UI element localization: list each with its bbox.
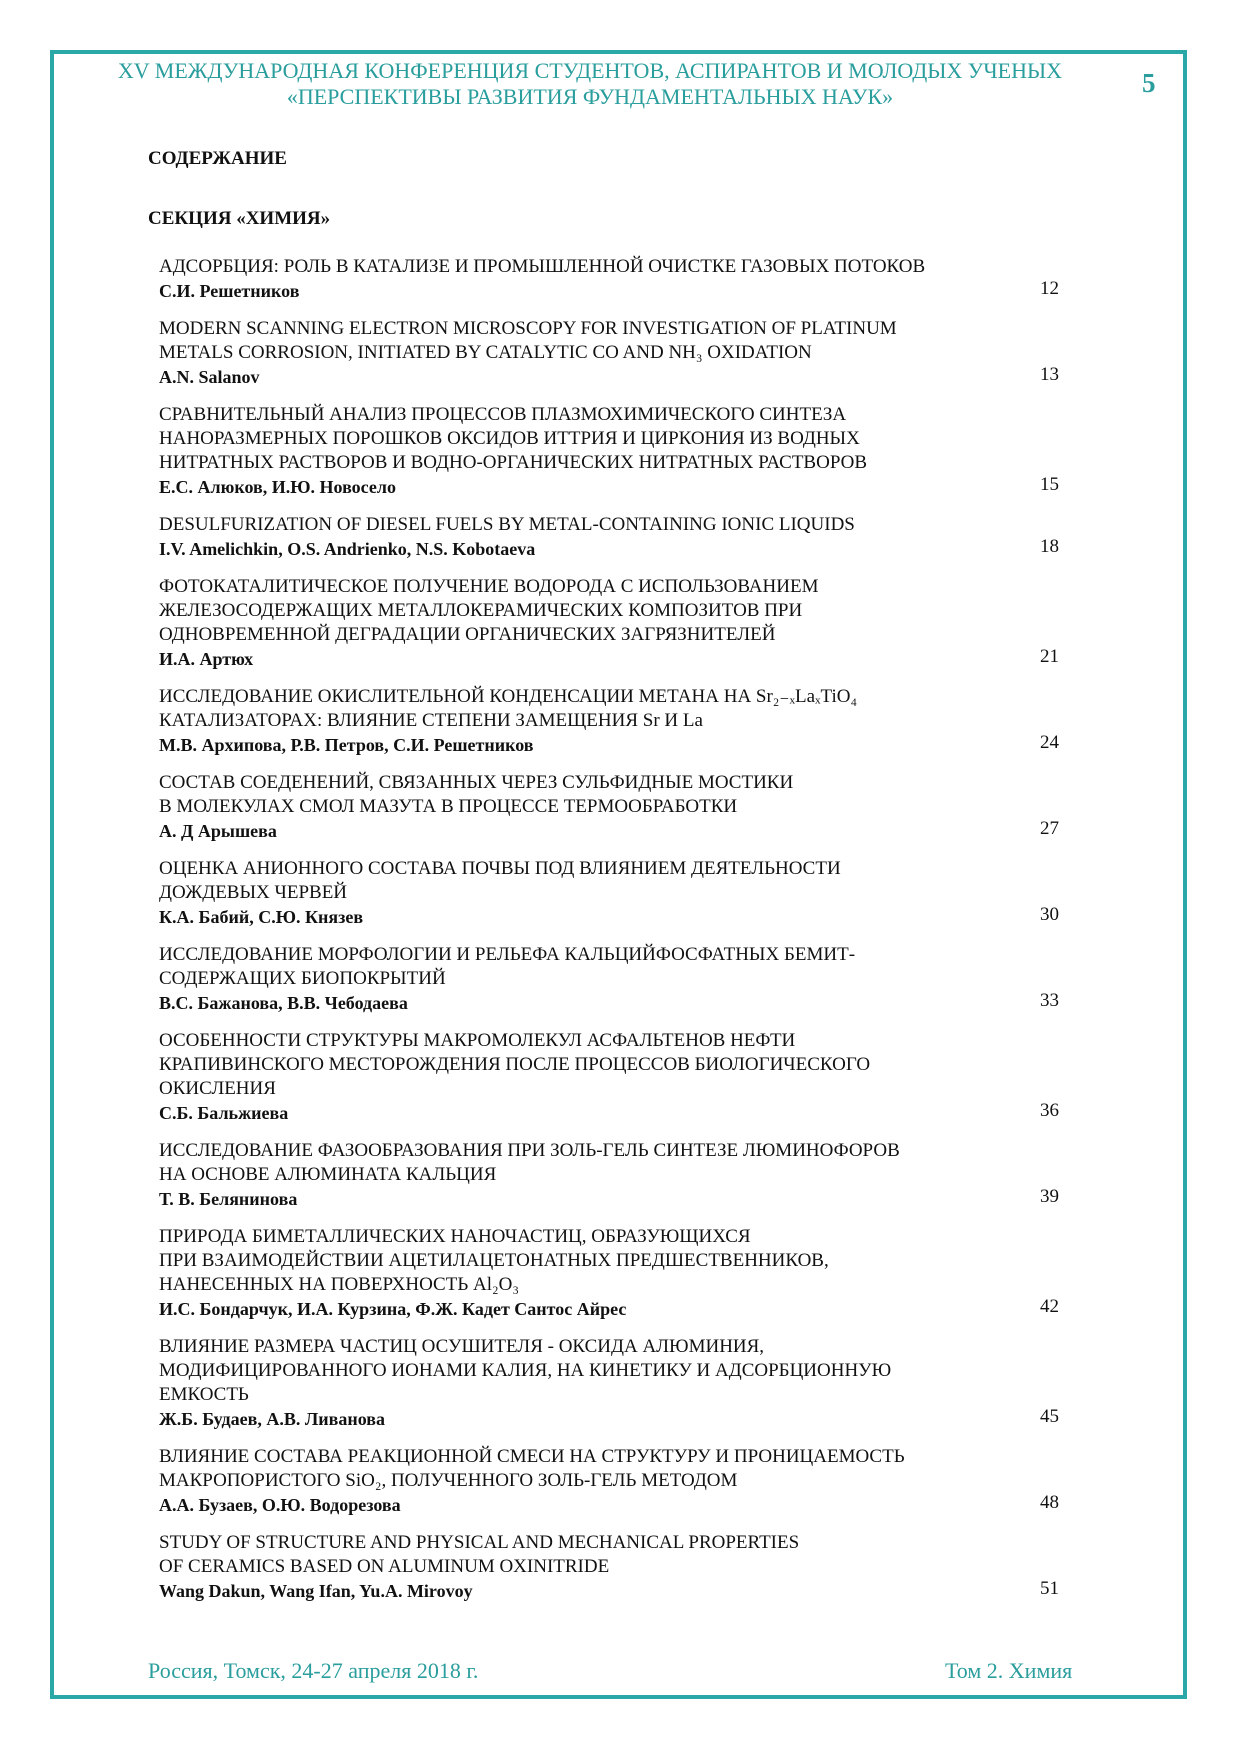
- entry-page-number: 18: [1040, 536, 1059, 557]
- entry-authors: М.В. Архипова, Р.В. Петров, С.И. Решетников: [159, 735, 534, 755]
- entry-authors: А.А. Бузаев, О.Ю. Водорезова: [159, 1495, 401, 1515]
- toc-entry[interactable]: [159, 857, 1069, 929]
- entry-title: СОСТАВ СОЕДЕНЕНИЙ, СВЯЗАННЫХ ЧЕРЕЗ СУЛЬФИДНЫЕ МОСТИКИ В МОЛЕКУЛАХ СМОЛ МАЗУТА В ПРОЦЕССЕ ТЕРМООБРАБОТКИ: [159, 772, 794, 817]
- toc-entry[interactable]: [159, 1225, 1069, 1321]
- entry-authors: И.С. Бондарчук, И.А. Курзина, Ф.Ж. Кадет Сантос Айрес: [159, 1299, 627, 1319]
- entry-title: СРАВНИТЕЛЬНЫЙ АНАЛИЗ ПРОЦЕССОВ ПЛАЗМОХИМИЧЕСКОГО СИНТЕЗА НАНОРАЗМЕРНЫХ ПОРОШКОВ ОКСИДОВ ИТТРИЯ И ЦИРКОНИЯ ИЗ ВОДНЫХ НИТРАТНЫХ РАСТВОРОВ И ВОДНО-ОРГАНИЧЕСКИХ НИТРАТНЫХ РАСТВОРОВ: [159, 404, 868, 473]
- entry-authors: Т. В. Белянинова: [159, 1189, 298, 1209]
- entry-page-number: 21: [1040, 646, 1059, 667]
- toc-entry[interactable]: [159, 1445, 1069, 1517]
- table-of-contents: [159, 255, 1069, 1617]
- entry-authors: И.А. Артюх: [159, 649, 254, 669]
- entry-authors: В.С. Бажанова, В.В. Чебодаева: [159, 993, 408, 1013]
- toc-entry[interactable]: [159, 513, 1069, 561]
- toc-entry[interactable]: [159, 1531, 1069, 1603]
- entry-page-number: 33: [1040, 990, 1059, 1011]
- entry-page-number: 51: [1040, 1578, 1059, 1599]
- entry-page-number: 15: [1040, 474, 1059, 495]
- toc-entry[interactable]: [159, 1139, 1069, 1211]
- footer-volume: Том 2. Химия: [945, 1658, 1073, 1683]
- entry-title: ПРИРОДА БИМЕТАЛЛИЧЕСКИХ НАНОЧАСТИЦ, ОБРАЗУЮЩИХСЯ ПРИ ВЗАИМОДЕЙСТВИИ АЦЕТИЛАЦЕТОНАТНЫХ ПРЕДШЕСТВЕННИКОВ, НАНЕСЕННЫХ НА ПОВЕРХНОСТЬ Al₂O₃: [159, 1226, 829, 1295]
- entry-page-number: 27: [1040, 818, 1059, 839]
- entry-authors: С.Б. Бальжиева: [159, 1103, 289, 1123]
- toc-entry[interactable]: [159, 575, 1069, 671]
- entry-title: ОЦЕНКА АНИОННОГО СОСТАВА ПОЧВЫ ПОД ВЛИЯНИЕМ ДЕЯТЕЛЬНОСТИ ДОЖДЕВЫХ ЧЕРВЕЙ: [159, 858, 841, 903]
- toc-entry[interactable]: [159, 403, 1069, 499]
- conference-header: [80, 58, 1100, 110]
- entry-title: DESULFURIZATION OF DIESEL FUELS BY METAL-CONTAINING IONIC LIQUIDS: [159, 514, 855, 535]
- header-line-1: XV МЕЖДУНАРОДНАЯ КОНФЕРЕНЦИЯ СТУДЕНТОВ, АСПИРАНТОВ И МОЛОДЫХ УЧЕНЫХ: [117, 58, 1063, 83]
- entry-title: STUDY OF STRUCTURE AND PHYSICAL AND MECHANICAL PROPERTIES OF CERAMICS BASED ON ALUMINUM OXINITRIDE: [159, 1532, 800, 1577]
- toc-entry[interactable]: [159, 1029, 1069, 1125]
- toc-entry[interactable]: [159, 1335, 1069, 1431]
- entry-page-number: 24: [1040, 732, 1059, 753]
- entry-authors: Е.С. Алюков, И.Ю. Новосело: [159, 477, 396, 497]
- entry-authors: Ж.Б. Будаев, А.В. Ливанова: [159, 1409, 385, 1429]
- entry-page-number: 36: [1040, 1100, 1059, 1121]
- entry-authors: I.V. Amelichkin, O.S. Andrienko, N.S. Kobotaeva: [159, 539, 536, 559]
- entry-authors: A.N. Salanov: [159, 367, 260, 387]
- entry-title: MODERN SCANNING ELECTRON MICROSCOPY FOR INVESTIGATION OF PLATINUM METALS CORROSION, INITIATED BY CATALYTIC CO AND NH₃ OXIDATION: [159, 318, 897, 363]
- entry-title: АДСОРБЦИЯ: РОЛЬ В КАТАЛИЗЕ И ПРОМЫШЛЕННОЙ ОЧИСТКЕ ГАЗОВЫХ ПОТОКОВ: [159, 256, 926, 277]
- entry-title: ВЛИЯНИЕ СОСТАВА РЕАКЦИОННОЙ СМЕСИ НА СТРУКТУРУ И ПРОНИЦАЕМОСТЬ МАКРОПОРИСТОГО SiO₂, ПОЛУЧЕННОГО ЗОЛЬ-ГЕЛЬ МЕТОДОМ: [159, 1446, 905, 1491]
- toc-entry[interactable]: [159, 317, 1069, 389]
- entry-title: ИССЛЕДОВАНИЕ ФАЗООБРАЗОВАНИЯ ПРИ ЗОЛЬ-ГЕЛЬ СИНТЕЗЕ ЛЮМИНОФОРОВ НА ОСНОВЕ АЛЮМИНАТА КАЛЬЦИЯ: [159, 1140, 900, 1185]
- entry-page-number: 13: [1040, 364, 1059, 385]
- entry-authors: Wang Dakun, Wang Ifan, Yu.A. Mirovoy: [159, 1581, 473, 1601]
- entry-page-number: 48: [1040, 1492, 1059, 1513]
- toc-entry[interactable]: [159, 771, 1069, 843]
- entry-title: ИССЛЕДОВАНИЕ МОРФОЛОГИИ И РЕЛЬЕФА КАЛЬЦИЙФОСФАТНЫХ БЕМИТ- СОДЕРЖАЩИХ БИОПОКРЫТИЙ: [159, 944, 856, 989]
- toc-entry[interactable]: [159, 685, 1069, 757]
- entry-page-number: 39: [1040, 1186, 1059, 1207]
- entry-title: ВЛИЯНИЕ РАЗМЕРА ЧАСТИЦ ОСУШИТЕЛЯ - ОКСИДА АЛЮМИНИЯ, МОДИФИЦИРОВАННОГО ИОНАМИ КАЛИЯ, НА КИНЕТИКУ И АДСОРБЦИОННУЮ ЕМКОСТЬ: [159, 1336, 892, 1405]
- entry-authors: К.А. Бабий, С.Ю. Князев: [159, 907, 364, 927]
- entry-page-number: 42: [1040, 1296, 1059, 1317]
- entry-page-number: 12: [1040, 278, 1059, 299]
- toc-entry[interactable]: [159, 255, 1069, 303]
- footer-location-date: Россия, Томск, 24-27 апреля 2018 г.: [148, 1658, 479, 1683]
- toc-entry[interactable]: [159, 943, 1069, 1015]
- page-number: 5: [1142, 68, 1156, 98]
- entry-authors: С.И. Решетников: [159, 281, 300, 301]
- section-title: СЕКЦИЯ «ХИМИЯ»: [148, 208, 331, 229]
- entry-title: ОСОБЕННОСТИ СТРУКТУРЫ МАКРОМОЛЕКУЛ АСФАЛЬТЕНОВ НЕФТИ КРАПИВИНСКОГО МЕСТОРОЖДЕНИЯ ПОСЛЕ ПРОЦЕССОВ БИОЛОГИЧЕСКОГО ОКИСЛЕНИЯ: [159, 1030, 871, 1099]
- contents-title: СОДЕРЖАНИЕ: [148, 148, 287, 169]
- entry-title: ИССЛЕДОВАНИЕ ОКИСЛИТЕЛЬНОЙ КОНДЕНСАЦИИ МЕТАНА НА Sr₂₋ₓLaₓTiO₄ КАТАЛИЗАТОРАХ: ВЛИЯНИЕ СТЕПЕНИ ЗАМЕЩЕНИЯ Sr И La: [159, 686, 858, 731]
- entry-page-number: 45: [1040, 1406, 1059, 1427]
- entry-title: ФОТОКАТАЛИТИЧЕСКОЕ ПОЛУЧЕНИЕ ВОДОРОДА С ИСПОЛЬЗОВАНИЕМ ЖЕЛЕЗОСОДЕРЖАЩИХ МЕТАЛЛОКЕРАМИЧЕСКИХ КОМПОЗИТОВ ПРИ ОДНОВРЕМЕННОЙ ДЕГРАДАЦИИ ОРГАНИЧЕСКИХ ЗАГРЯЗНИТЕЛЕЙ: [159, 576, 819, 645]
- entry-authors: А. Д Арышева: [159, 821, 277, 841]
- entry-page-number: 30: [1040, 904, 1059, 925]
- header-line-2: «ПЕРСПЕКТИВЫ РАЗВИТИЯ ФУНДАМЕНТАЛЬНЫХ НАУК»: [286, 84, 894, 109]
